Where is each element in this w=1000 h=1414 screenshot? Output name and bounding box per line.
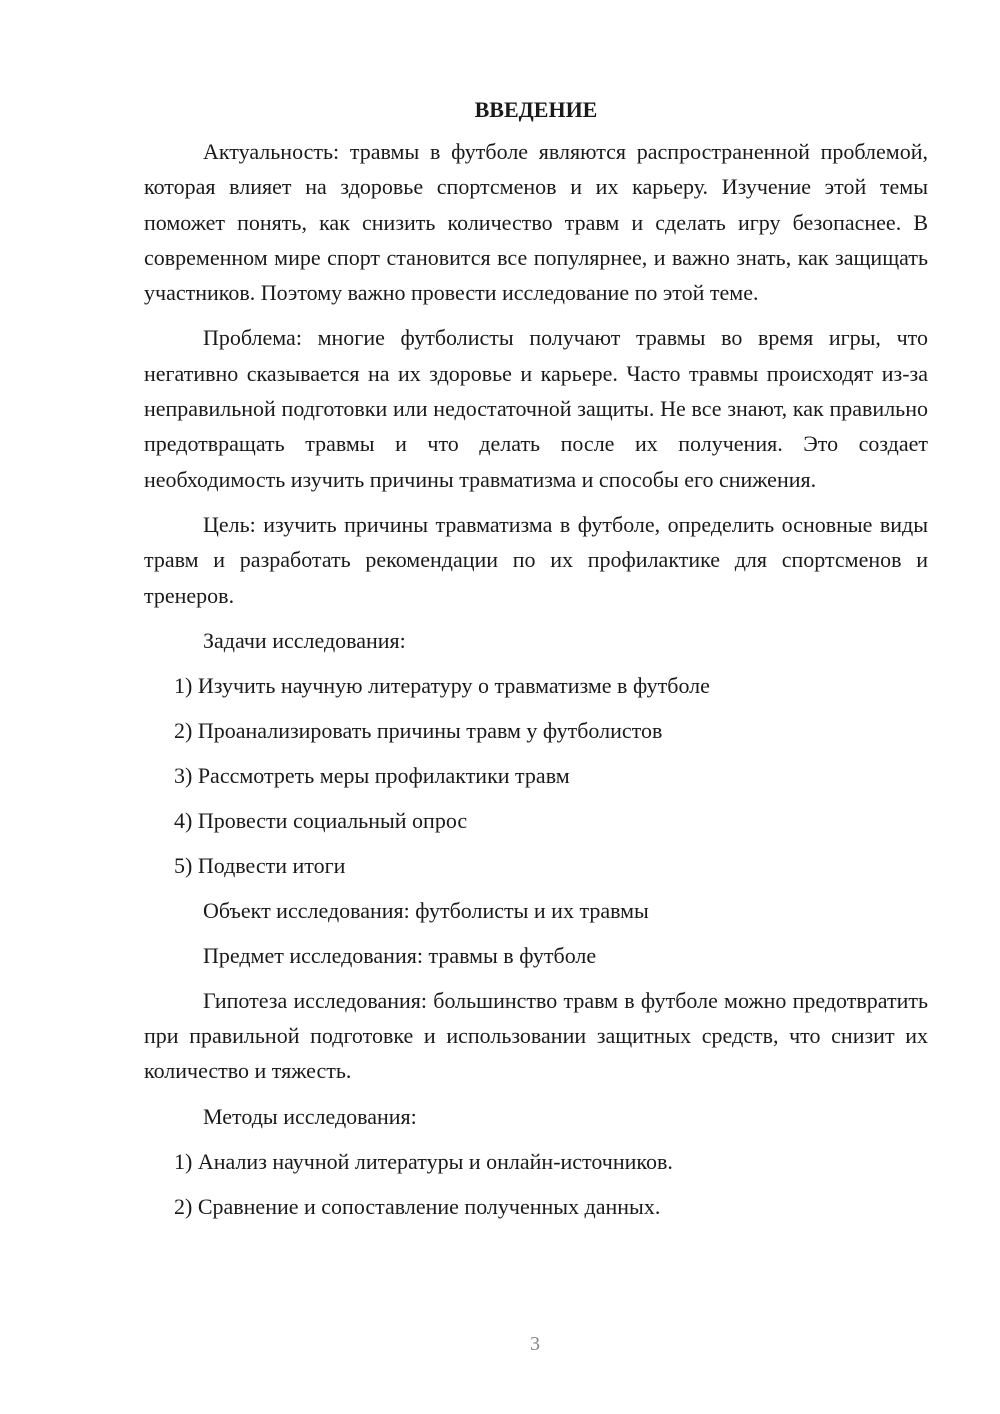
method-item: 1) Анализ научной литературы и онлайн-источников. bbox=[174, 1148, 673, 1174]
section-heading: ВВЕДЕНИЕ bbox=[474, 97, 598, 122]
page-number: 3 bbox=[530, 1333, 540, 1355]
task-item: 5) Подвести итоги bbox=[174, 852, 346, 878]
hypothesis-paragraph: Гипотеза исследования: большинство травм в футболе можно предотвратить при правильной подготовке и использовании защитных средств, что снизит их количество и тяжесть. bbox=[144, 987, 928, 1084]
task-item: 4) Провести социальный опрос bbox=[174, 807, 468, 833]
page-content bbox=[144, 94, 928, 1234]
goal-paragraph: Цель: изучить причины травматизма в футболе, определить основные виды травм и разработать рекомендации по их профилактике для спортсменов и тренеров. bbox=[144, 511, 928, 608]
task-item: 2) Проанализировать причины травм у футболистов bbox=[174, 717, 663, 743]
research-object: Объект исследования: футболисты и их травмы bbox=[203, 897, 649, 923]
methods-title: Методы исследования: bbox=[203, 1103, 417, 1129]
relevance-paragraph: Актуальность: травмы в футболе являются распространенной проблемой, которая влияет на здоровье спортсменов и их карьеру. Изучение этой темы поможет понять, как снизить количество травм и сделать игру безопаснее. В современном мире спорт становится все популярнее, и важно знать, как защищать участников. Поэтому важно провести исследование по этой теме. bbox=[144, 139, 928, 306]
task-item: 3) Рассмотреть меры профилактики травм bbox=[174, 762, 570, 788]
task-item: 1) Изучить научную литературу о травматизме в футболе bbox=[174, 672, 710, 698]
method-item: 2) Сравнение и сопоставление полученных данных. bbox=[174, 1193, 661, 1219]
tasks-title: Задачи исследования: bbox=[203, 627, 406, 653]
research-subject: Предмет исследования: травмы в футболе bbox=[203, 942, 597, 968]
problem-paragraph: Проблема: многие футболисты получают травмы во время игры, что негативно сказывается на их здоровье и карьере. Часто травмы происходят из-за неправильной подготовки или недостаточной защиты. Не все знают, как правильно предотвращать травмы и что делать после их получения. Это создает необходимость изучить причины травматизма и способы его снижения. bbox=[144, 325, 928, 492]
